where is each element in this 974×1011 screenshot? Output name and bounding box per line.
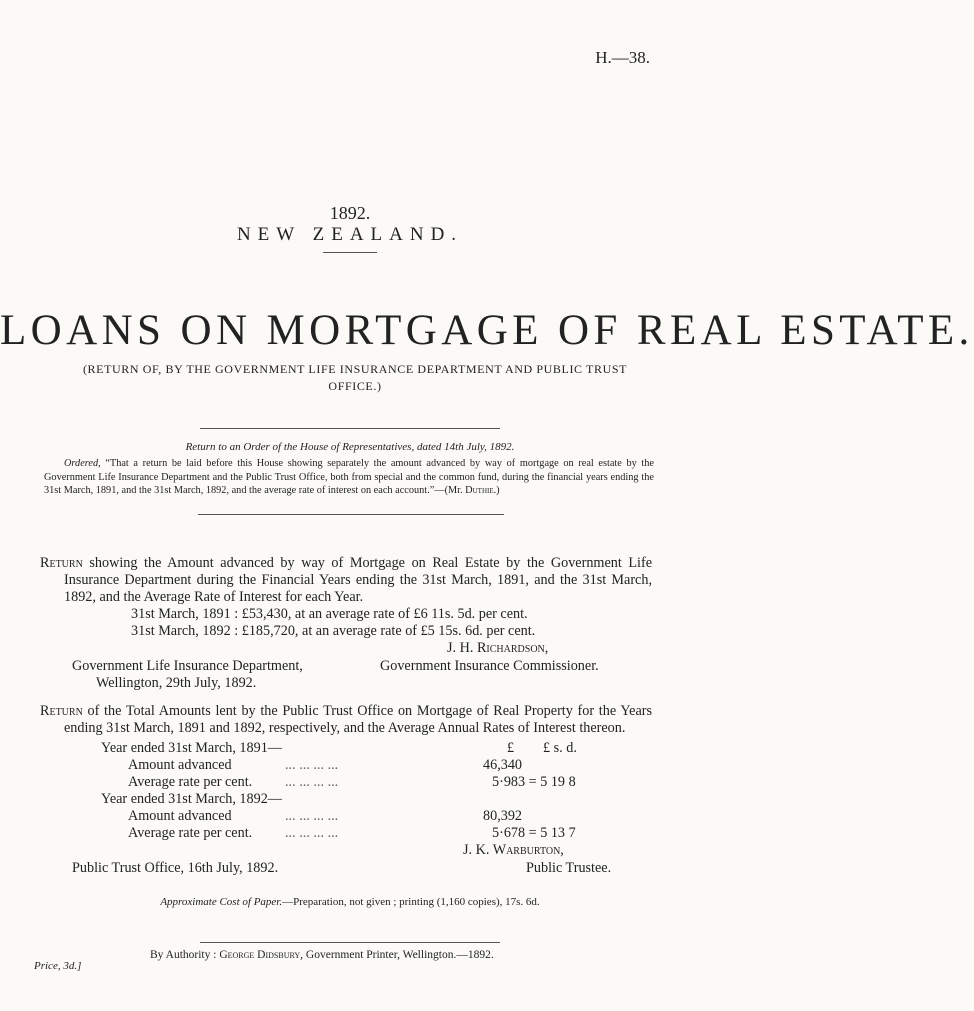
- public-trust-return-paragraph: [40, 703, 652, 737]
- leader-dots: ... ... ... ...: [285, 757, 339, 773]
- order-introduction: Return to an Order of the House of Representatives, dated 14th July, 1892.: [185, 441, 515, 453]
- average-rate-label: Average rate per cent.: [128, 825, 253, 841]
- insurance-department-name: Government Life Insurance Department,: [72, 658, 303, 674]
- column-lsd-header: £ s. d.: [543, 740, 577, 756]
- leader-dots: ... ... ... ...: [285, 808, 339, 824]
- public-trustee-signature: J. K. Warburton,: [463, 842, 564, 858]
- return-lead: Return: [40, 555, 83, 571]
- authority-prefix: By Authority :: [150, 949, 220, 961]
- commissioner-title: Government Insurance Commissioner.: [380, 658, 599, 674]
- order-divider: [198, 514, 504, 515]
- column-pound-header: £: [507, 740, 515, 756]
- country-heading: NEW ZEALAND.: [236, 224, 464, 245]
- rate-1892-value: 5·678 = 5 13 7: [492, 825, 576, 841]
- amount-1892-value: 80,392: [483, 808, 523, 824]
- return-text: of the Total Amounts lent by the Public Trust Office on Mortgage of Real Property for the Years ending 31st March, 1891 and 1892, respectively, and the Average Annual Rates of Interest thereon.: [64, 703, 652, 736]
- document-title: LOANS ON MORTGAGE OF REAL ESTATE.: [0, 307, 974, 354]
- return-text: showing the Amount advanced by way of Mortgage on Real Estate by the Government Life Insurance Department during the Financial Years ending the 31st March, 1891, and the 31st March, 1892, and the Average Rate of Interest for each Year.: [64, 555, 652, 605]
- authority-suffix: , Government Printer, Wellington.—1892.: [300, 949, 494, 961]
- order-paragraph: [44, 457, 654, 498]
- document-reference: H.—38.: [595, 48, 650, 67]
- commissioner-signature: J. H. Richardson,: [447, 640, 549, 656]
- order-text: “That a return be laid before this House showing separately the amount advanced by way of mortgage on real estate by the Government Life Insurance Department and the Public Trust Office, both from special and the common fund, during the financial years ending the 31st March, 1891, and the 31st March, 1892, and the average rate of interest on each account.”—(Mr.: [44, 458, 654, 496]
- document-price: Price, 3d.]: [34, 960, 82, 972]
- amount-1891-value: 46,340: [483, 757, 523, 773]
- amount-advanced-label: Amount advanced: [128, 757, 232, 773]
- public-trustee-title: Public Trustee.: [526, 860, 612, 876]
- document-subtitle: (RETURN OF, BY THE GOVERNMENT LIFE INSURANCE DEPARTMENT AND PUBLIC TRUST OFFICE.): [82, 362, 628, 393]
- life-insurance-return-paragraph: [40, 555, 652, 606]
- heading-divider: [323, 252, 377, 253]
- cost-label: Approximate Cost of Paper.: [160, 896, 283, 908]
- return-1891-line: 31st March, 1891 : £53,430, at an average rate of £6 11s. 5d. per cent.: [131, 606, 528, 622]
- printer-authority: [150, 949, 494, 961]
- amount-advanced-label: Amount advanced: [128, 808, 232, 824]
- document-year: 1892.: [329, 203, 371, 223]
- leader-dots: ... ... ... ...: [285, 774, 339, 790]
- cost-of-paper-note: [0, 896, 700, 908]
- cost-text: —Preparation, not given ; printing (1,160 copies), 17s. 6d.: [282, 896, 540, 908]
- printer-name: George Didsbury: [219, 949, 301, 961]
- subtitle-divider: [200, 428, 500, 429]
- ordered-word: Ordered,: [64, 458, 101, 469]
- public-trust-office-date: Public Trust Office, 16th July, 1892.: [72, 860, 279, 876]
- rate-1891-value: 5·983 = 5 19 8: [492, 774, 576, 790]
- return-lead: Return: [40, 703, 83, 719]
- leader-dots: ... ... ... ...: [285, 825, 339, 841]
- return-1892-line: 31st March, 1892 : £185,720, at an average rate of £5 15s. 6d. per cent.: [131, 623, 536, 639]
- footer-divider: [200, 942, 500, 943]
- year-1892-label: Year ended 31st March, 1892—: [101, 791, 282, 807]
- member-name: Duthie: [465, 485, 494, 496]
- year-1891-label: Year ended 31st March, 1891—: [101, 740, 282, 756]
- insurance-place-date: Wellington, 29th July, 1892.: [96, 675, 257, 691]
- order-close: .): [493, 485, 500, 496]
- average-rate-label: Average rate per cent.: [128, 774, 253, 790]
